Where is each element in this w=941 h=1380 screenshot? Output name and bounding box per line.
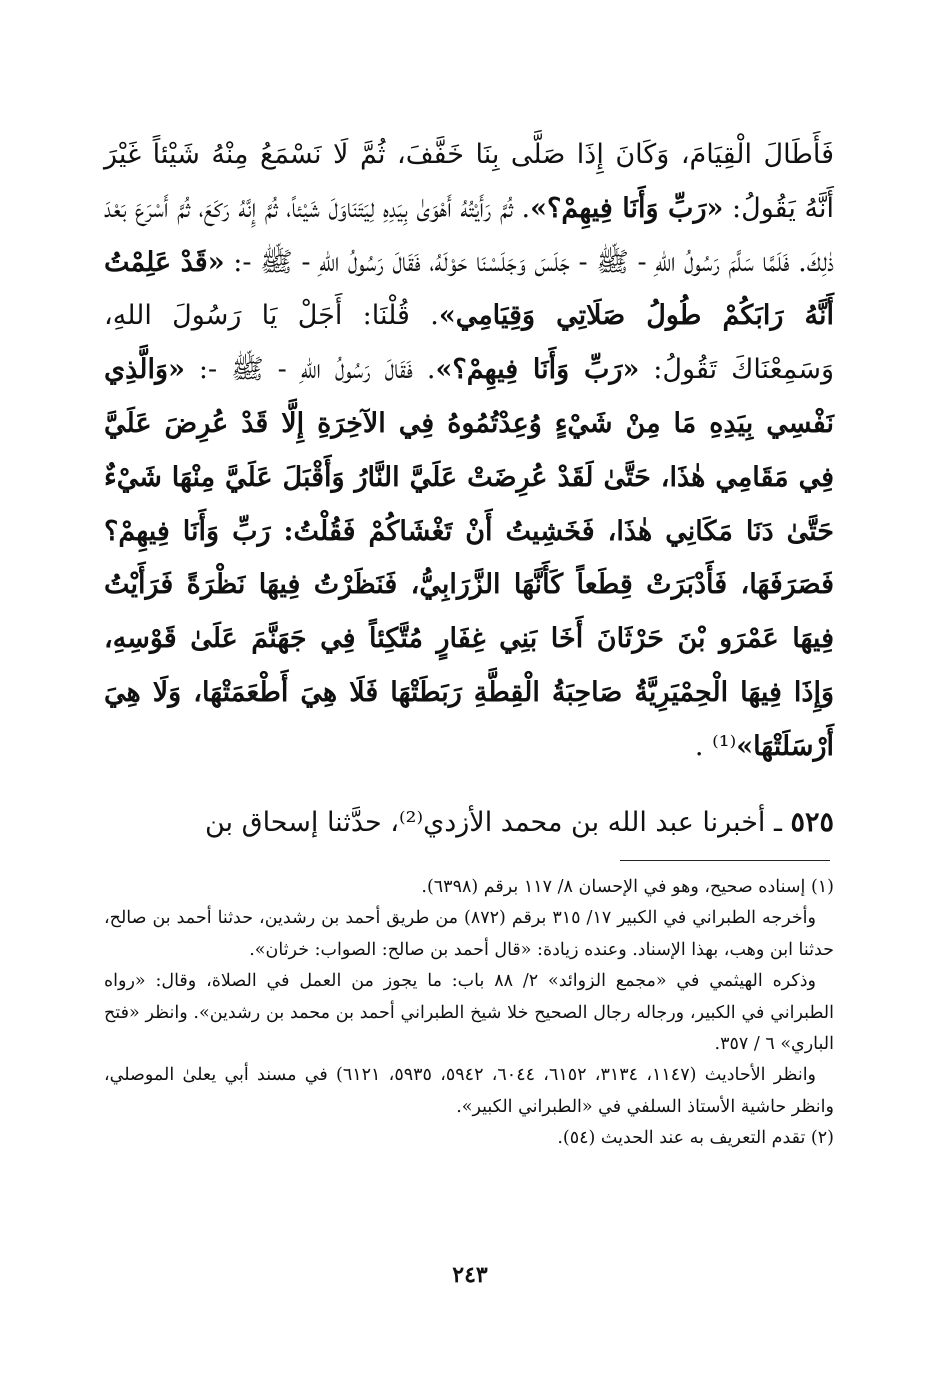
page-number: ٢٤٣ bbox=[452, 1262, 488, 1288]
hadith-chain-text: ـ أخبرنا عبد الله بن محمد الأزدي⁽²⁾، حدَّثنا إسحاق بن bbox=[204, 807, 791, 838]
narration-segment: . ثُمَّ رَأَيْتُهُ أَهْوَىٰ بِيَدِهِ لِيَتَنَاوَلَ شَيْئاً، ثُمَّ إِنَّهُ رَكَعَ، ثُمَّ أَسْرَعَ بَعْدَ ذٰلِكَ. فَلَمَّا سَلَّمَ رَسُولُ اللهِ - ﷺ - جَلَسَ وَجَلَسْنَا حَوْلَهُ، فَقَالَ رَسُولُ اللهِ - ﷺ -: bbox=[104, 192, 834, 278]
prophet-quote: «قَدْ عَلِمْتُ أَنَّهُ رَابَكُمْ طُولُ صَلَاتِي وَقِيَامِي» bbox=[104, 246, 834, 332]
prophet-quote: «رَبِّ وَأَنَا فِيهِمْ؟» bbox=[530, 192, 724, 224]
narration-segment: . فَقَالَ رَسُولُ اللهِ - ﷺ -: bbox=[184, 354, 436, 386]
hadith-body-text bbox=[104, 128, 834, 774]
hadith-525-start bbox=[104, 796, 834, 850]
footnote-2: (٢) تقدم التعريف به عند الحديث (٥٤). bbox=[557, 1128, 834, 1149]
footnote-divider bbox=[620, 860, 830, 861]
hadith-number: ٥٢٥ bbox=[790, 807, 834, 838]
narration-segment: . قُلْنَا: أَجَلْ يَا رَسُولَ اللهِ، وَسَمِعْنَاكَ تَقُولُ: bbox=[104, 300, 834, 386]
footnote-1-paragraph: وأخرجه الطبراني في الكبير ١٧/ ٣١٥ برقم (٨٧٢) من طريق أحمد بن رشدين، حدثنا أحمد بن صالح، حدثنا ابن وهب، بهذا الإسناد. وعنده زيادة: «قال أحمد بن صالح: الصواب: خرثان». bbox=[104, 908, 834, 960]
footnote-1: (١) إسناده صحيح، وهو في الإحسان ٨/ ١١٧ برقم (٦٣٩٨). bbox=[421, 877, 834, 897]
footnote-reference: ⁽¹⁾ bbox=[712, 730, 737, 762]
hadith-paragraph bbox=[104, 128, 834, 774]
prophet-quote: «رَبِّ وَأَنَا فِيهِمْ؟» bbox=[435, 354, 640, 386]
prophet-quote: «وَالَّذِي نَفْسِي بِيَدِهِ مَا مِنْ شَيْءٍ وُعِدْتُمُوهُ فِي الآخِرَةِ إِلَّا قَدْ عُرِضَ عَلَيَّ فِي مَقَامِي هٰذَا، حَتَّىٰ لَقَدْ عُرِضَتْ عَلَيَّ النَّارُ وَأَقْبَلَ عَلَيَّ مِنْهَا شَيْءٌ حَتَّىٰ دَنَا مَكَانِي هٰذَا، فَخَشِيتُ أَنْ تَغْشَاكُمْ فَقُلْتُ: رَبِّ وَأَنَا فِيهِمْ؟ فَصَرَفَهَا، فَأَدْبَرَتْ قِطَعاً كَأَنَّهَا الزَّرَابِيُّ، فَنَظَرْتُ فِيهَا نَظْرَةً فَرَأَيْتُ فِيهَا عَمْرَو بْنَ حَرْثَانَ أَخَا بَنِي غِفَارٍ مُتَّكِئاً فِي جَهَنَّمَ عَلَىٰ قَوْسِهِ، وَإِذَا فِيهَا الْحِمْيَرِيَّةُ صَاحِبَةُ الْقِطَّةِ رَبَطَتْهَا فَلَا هِيَ أَطْعَمَتْهَا، وَلَا هِيَ أَرْسَلَتْهَا» bbox=[104, 354, 834, 762]
footnotes-section bbox=[104, 872, 834, 1155]
narration-segment: . bbox=[694, 730, 713, 762]
footnote-1-paragraph: وذكره الهيثمي في «مجمع الزوائد» ٢/ ٨٨ باب: ما يجوز من العمل في الصلاة، وقال: «رواه الطبراني في الكبير، ورجاله رجال الصحيح خلا شيخ الطبراني أحمد بن محمد بن رشدين». وانظر «فتح الباري» ٦ / ٣٥٧. bbox=[104, 971, 834, 1055]
footnote-1-paragraph: وانظر الأحاديث (١١٤٧، ٣١٣٤، ٦١٥٢، ٦٠٤٤، ٥٩٤٢، ٥٩٣٥، ٦١٢١) في مسند أبي يعلىٰ الموصلي، وانظر حاشية الأستاذ السلفي في «الطبراني الكبير». bbox=[104, 1065, 834, 1117]
narration-segment: فَأَطَالَ الْقِيَامَ، وَكَانَ إِذَا صَلَّى بِنَا خَفَّفَ، ثُمَّ لَا نَسْمَعُ مِنْهُ شَيْئاً غَيْرَ أَنَّهُ يَقُولُ: bbox=[104, 139, 834, 224]
